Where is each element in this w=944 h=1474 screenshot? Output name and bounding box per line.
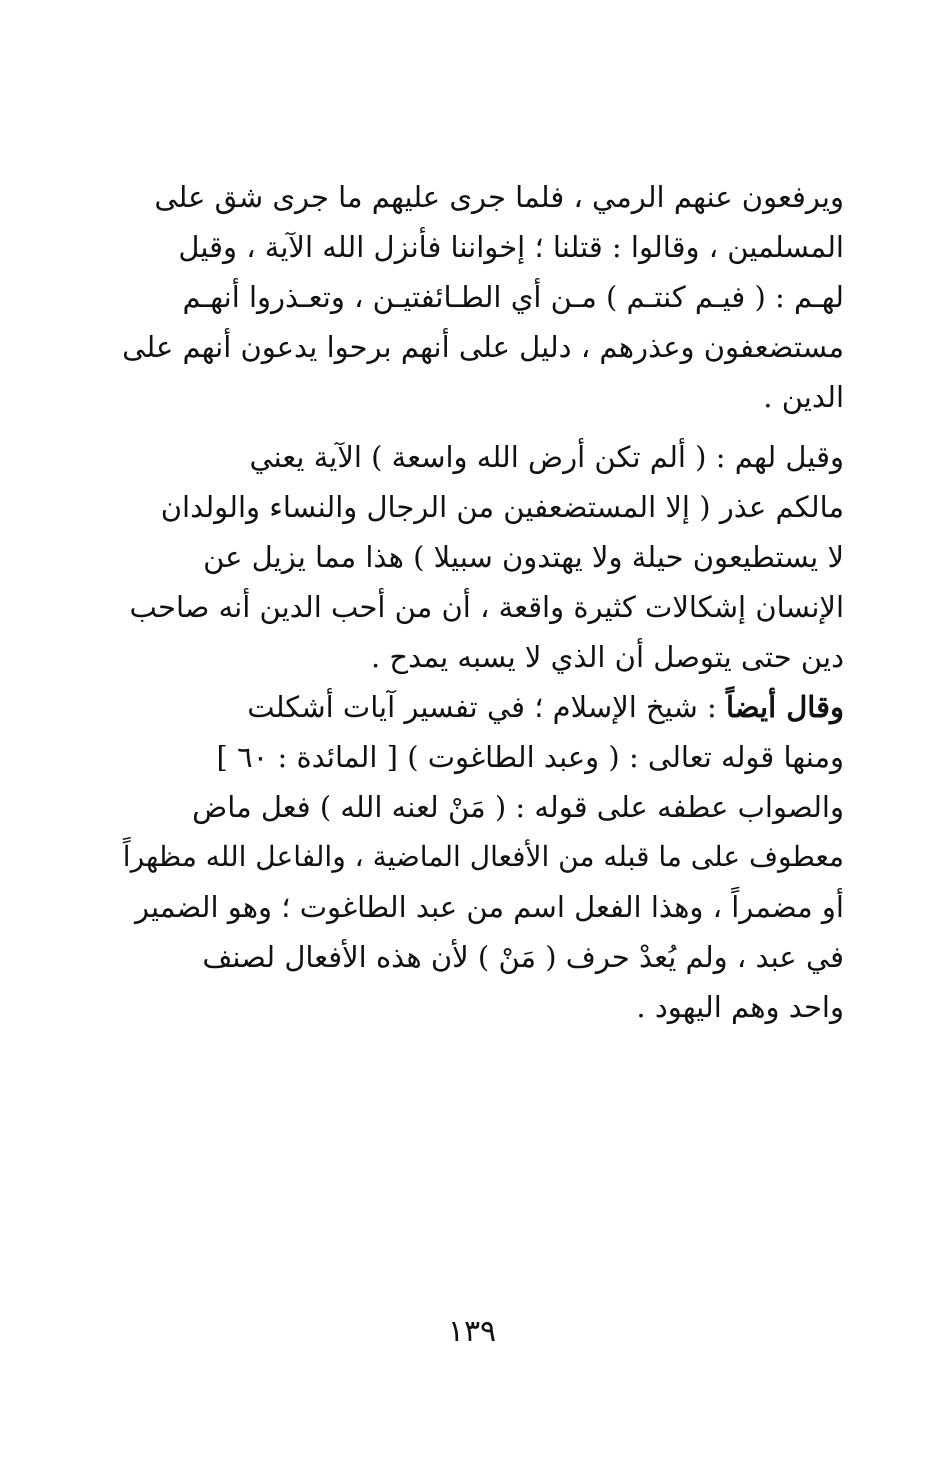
paragraph-first-line <box>104 682 844 732</box>
paragraph-line: المسلمين ، وقالوا : قتلنا ؛ إخواننا فأنزل الله الآية ، وقيل <box>178 230 844 264</box>
paragraph-line: والصواب عطفه على قوله : ( مَنْ لعنه الله ) فعل ماض <box>192 790 844 824</box>
paragraph-line: واحد وهم اليهود . <box>636 990 844 1024</box>
paragraph-line: ومنها قوله تعالى : ( وعبد الطاغوت ) [ المائدة : ٦٠ ] <box>216 740 844 774</box>
page-number: ١٣٩ <box>447 1314 497 1349</box>
paragraph-line: أو مضمراً ، وهذا الفعل اسم من عبد الطاغوت ؛ وهو الضمير <box>135 890 844 924</box>
first-line-rest: : شيخ الإسلام ؛ في تفسير آيات أشكلت <box>247 690 727 724</box>
paragraph-line: وقيل لهم : ( ألم تكن أرض الله واسعة ) الآية يعني <box>249 440 844 474</box>
paragraph-line: مستضعفون وعذرهم ، دليل على أنهم برحوا يدعون أنهم على <box>122 330 844 364</box>
paragraph-line: معطوف على ما قبله من الأفعال الماضية ، والفاعل الله مظهراً <box>122 840 844 873</box>
paragraph-1 <box>104 172 844 422</box>
paragraph-2 <box>104 432 844 682</box>
paragraph-line: ويرفعون عنهم الرمي ، فلما جرى عليهم ما جرى شق على <box>154 180 844 214</box>
paragraph-line: الدين . <box>763 380 844 414</box>
bold-lead-text: وقال أيضاً <box>726 690 844 724</box>
paragraph-line: في عبد ، ولم يُعدْ حرف ( مَنْ ) لأن هذه الأفعال لصنف <box>202 940 844 974</box>
paragraph-line: لهـم : ( فيـم كنتـم ) مـن أي الطـائفتيـن ، وتعـذروا أنهـم <box>182 280 844 314</box>
paragraph-line: لا يستطيعون حيلة ولا يهتدون سبيلا ) هذا مما يزيل عن <box>203 540 844 574</box>
paragraph-3 <box>104 682 844 1032</box>
paragraph-line: دين حتى يتوصل أن الذي لا يسبه يمدح . <box>371 640 844 674</box>
paragraph-line: مالكم عذر ( إلا المستضعفين من الرجال والنساء والولدان <box>160 490 844 524</box>
paragraph-line: الإنسان إشكالات كثيرة واقعة ، أن من أحب الدين أنه صاحب <box>129 590 844 624</box>
